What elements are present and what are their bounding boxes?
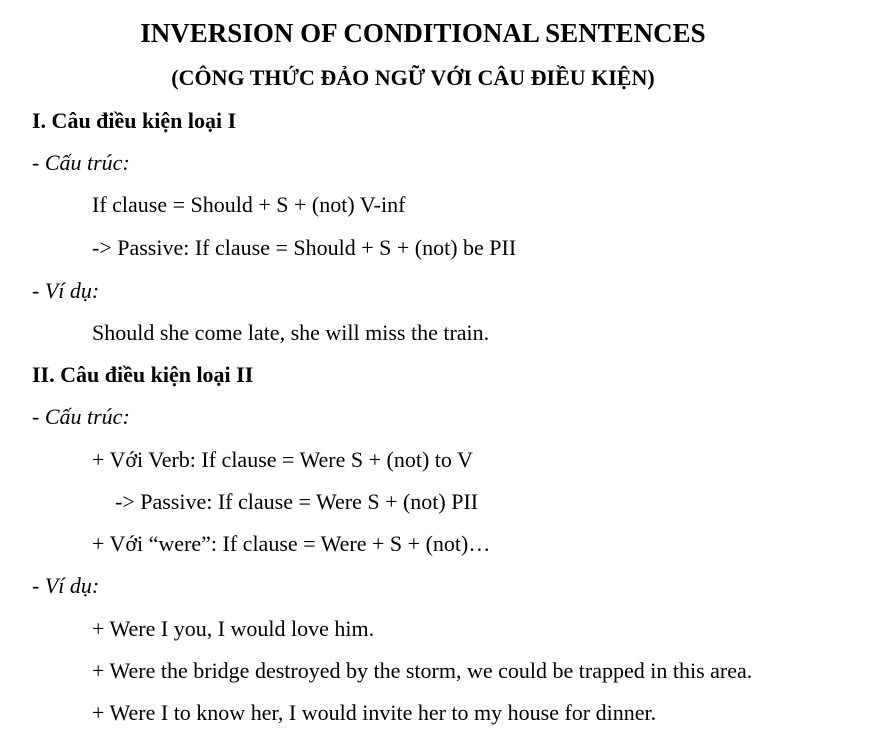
document-title: INVERSION OF CONDITIONAL SENTENCES [140,18,706,48]
section2-passive-formula: -> Passive: If clause = Were S + (not) PII [115,489,479,514]
section2-structure-label: - Cấu trúc: [32,404,130,429]
section2-example-2: + Were the bridge destroyed by the storm, we could be trapped in this area. [92,658,753,683]
section1-passive-formula: -> Passive: If clause = Should + S + (not) be PII [92,235,517,260]
section2-heading: II. Câu điều kiện loại II [32,362,254,387]
section1-heading: I. Câu điều kiện loại I [32,108,237,133]
section1-example: Should she come late, she will miss the train. [92,320,490,345]
section2-example-3: + Were I to know her, I would invite her to my house for dinner. [92,700,657,725]
document-subtitle: (CÔNG THỨC ĐẢO NGỮ VỚI CÂU ĐIỀU KIỆN) [171,65,655,90]
section1-formula: If clause = Should + S + (not) V-inf [92,192,406,217]
section1-example-label: - Ví dụ: [32,278,100,303]
section2-formula-verb: + Với Verb: If clause = Were S + (not) to V [92,447,473,472]
section1-structure-label: - Cấu trúc: [32,150,130,175]
section2-formula-were: + Với “were”: If clause = Were + S + (not)… [92,531,491,556]
section2-example-label: - Ví dụ: [32,573,100,598]
section2-example-1: + Were I you, I would love him. [92,616,375,641]
